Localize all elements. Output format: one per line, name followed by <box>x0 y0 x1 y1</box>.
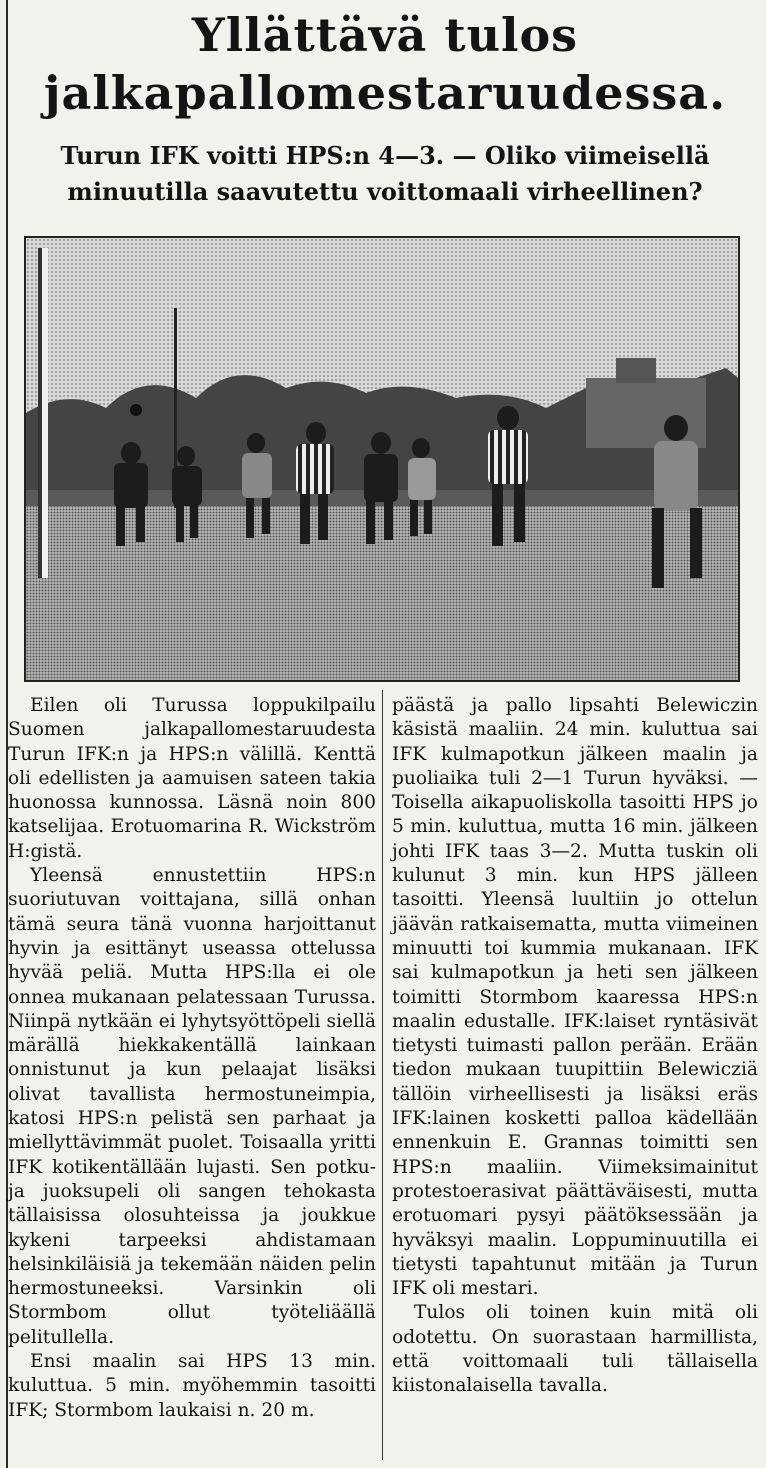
paragraph: Tulos oli toinen kuin mitä oli odotettu. On suorastaan harmillista, että voittomaali tuli tällaisella kiistonalaisella tavalla. <box>392 1302 758 1397</box>
subheadline: Turun IFK voitti HPS:n 4—3. — Oliko viimeisellä minuutilla saavutettu voittomaali virheellinen? <box>60 141 710 206</box>
headline: Yllättävä tulos jalkapallomestaruudessa. <box>43 8 727 120</box>
article-column-left <box>8 694 376 1423</box>
football-match-photo <box>24 236 740 682</box>
paragraph: Ensi maalin sai HPS 13 min. kuluttua. 5 min. myöhemmin tasoitti IFK; Stormbom laukaisi n. 20 m. <box>8 1351 376 1421</box>
paragraph: päästä ja pallo lipsahti Belewiczin käsistä maaliin. 24 min. kuluttua sai IFK kulmapotkun jälkeen maalin ja puoliaika tuli 2—1 Turun hyväksi. — Toisella aikapuoliskolla tasoitti HPS jo 5 min. kuluttua, mutta 16 min. jälkeen johti IFK taas 3—2. Mutta tuskin oli kulunut 3 min. kun HPS jälleen tasoitti. Yleensä luultiin jo ottelun jäävän ratkaisematta, mutta viimeinen minuutti toi kummia mukanaan. IFK sai kulmapotkun ja heti sen jälkeen toimitti Stormbom kaaressa HPS:n maalin edustalle. IFK:laiset ryntäsivät tietysti tuimasti pallon perään. Erään tiedon mukaan tuupittiin Belewicziä tällöin virheellisesti ja lisäksi eräs IFK:lainen kosketti palloa kädellään ennenkuin E. Grannas toimitti sen HPS:n maaliin. Viimeksimainitut protestoerasivat päättäväisesti, mutta erotuomari pysyi päätöksessään ja hyväksyi maalin. Loppuminuutilla ei tietysti tapahtunut mitään ja Turun IFK oli mestari. <box>392 695 758 1300</box>
article-column-right <box>392 694 758 1399</box>
paragraph: Eilen oli Turussa loppukilpailu Suomen jalkapallomestaruudesta Turun IFK:n ja HPS:n välillä. Kenttä oli edellisten ja aamuisen sateen takia huonossa kunnossa. Läsnä noin 800 katselijaa. Erotuomarina R. Wickström H:gistä. <box>8 695 376 862</box>
photo-illustration <box>26 238 738 680</box>
paragraph: Yleensä ennustettiin HPS:n suoriutuvan voittajana, sillä onhan tämä seura tänä vuonna harjoittanut hyvin ja esittänyt useassa ottelussa hyvää peliä. Mutta HPS:lla ei ole onnea mukanaan pelatessaan Turussa. Niinpä nytkään ei lyhytsyöttöpeli siellä märällä hiekkakentällä lainkaan onnistunut ja kun pelaajat lisäksi olivat tavallista hermostuneimpia, katosi HPS:n pelistä sen parhaat ja miellyttävimmät puolet. Toisaalla yritti IFK kotikentällään lujasti. Sen potku- ja juoksupeli oli sangen tehokasta tällaisissa olosuhteissa ja joukkue kykeni tarpeeksi ahdistamaan helsinkiläisiä ja tekemään näiden pelin hermostuneeksi. Varsinkin oli Stormbom ollut työteliäällä pelitullella. <box>8 865 376 1348</box>
column-divider <box>382 690 383 1460</box>
